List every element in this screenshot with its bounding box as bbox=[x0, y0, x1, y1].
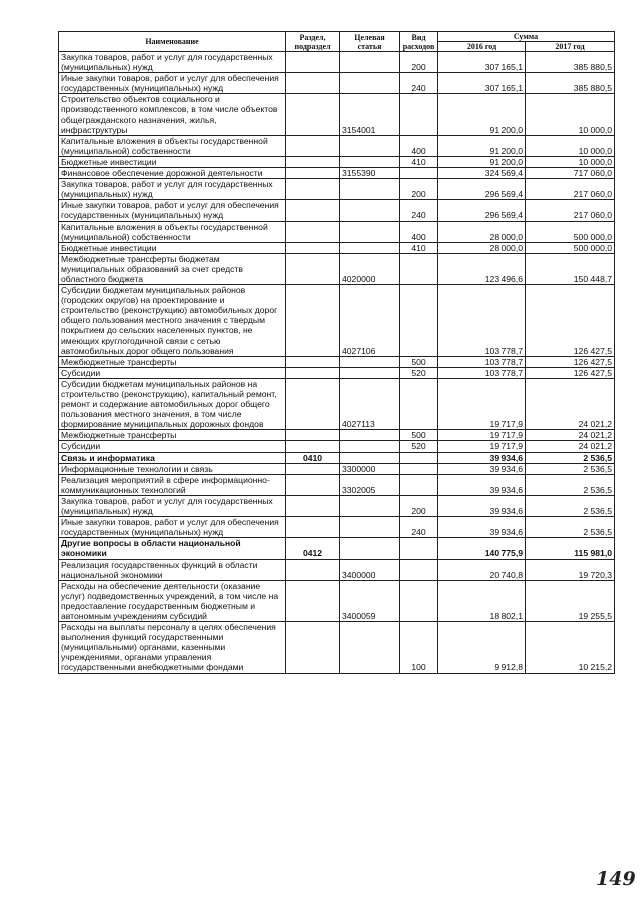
row-name: Строительство объектов социального и производственного комплексов, в том числе объектов общегражданского назначения, жилья, инфраструктуры bbox=[59, 94, 286, 135]
row-target bbox=[340, 430, 400, 441]
row-name: Капитальные вложения в объекты государственной (муниципальной) собственности bbox=[59, 135, 286, 156]
row-value-2017: 24 021,2 bbox=[526, 430, 615, 441]
table-row bbox=[59, 580, 615, 621]
row-section bbox=[286, 285, 340, 357]
row-name: Межбюджетные трансферты бюджетам муниципальных образований за счет средств областного бюджета bbox=[59, 253, 286, 284]
row-section: 0412 bbox=[286, 538, 340, 559]
row-value-2016: 39 934,6 bbox=[438, 517, 526, 538]
row-type: 240 bbox=[400, 200, 438, 221]
row-value-2016: 19 717,9 bbox=[438, 430, 526, 441]
table-row bbox=[59, 52, 615, 73]
header-name: Наименование bbox=[59, 32, 286, 52]
row-type: 200 bbox=[400, 52, 438, 73]
row-section bbox=[286, 367, 340, 378]
row-name: Субсидии bbox=[59, 441, 286, 452]
row-type: 500 bbox=[400, 430, 438, 441]
row-target: 4027106 bbox=[340, 285, 400, 357]
row-section bbox=[286, 559, 340, 580]
header-target: Целевая статья bbox=[340, 32, 400, 52]
row-target bbox=[340, 356, 400, 367]
row-section: 0410 bbox=[286, 452, 340, 463]
table-row bbox=[59, 367, 615, 378]
row-target bbox=[340, 179, 400, 200]
row-section bbox=[286, 463, 340, 474]
table-row bbox=[59, 135, 615, 156]
row-section bbox=[286, 441, 340, 452]
row-section bbox=[286, 221, 340, 242]
row-value-2017: 2 536,5 bbox=[526, 474, 615, 495]
table-row bbox=[59, 156, 615, 167]
table-row bbox=[59, 495, 615, 516]
table-row bbox=[59, 378, 615, 429]
row-section bbox=[286, 378, 340, 429]
table-row bbox=[59, 73, 615, 94]
row-value-2017: 19 720,3 bbox=[526, 559, 615, 580]
row-type bbox=[400, 474, 438, 495]
row-value-2017: 2 536,5 bbox=[526, 452, 615, 463]
table-row bbox=[59, 441, 615, 452]
row-target: 3400059 bbox=[340, 580, 400, 621]
row-target bbox=[340, 242, 400, 253]
row-value-2016: 307 165,1 bbox=[438, 52, 526, 73]
row-name: Бюджетные инвестиции bbox=[59, 156, 286, 167]
row-target bbox=[340, 441, 400, 452]
row-value-2016: 39 934,6 bbox=[438, 495, 526, 516]
row-value-2017: 10 000,0 bbox=[526, 135, 615, 156]
row-type: 400 bbox=[400, 221, 438, 242]
row-target: 4020000 bbox=[340, 253, 400, 284]
header-2016: 2016 год bbox=[438, 42, 526, 52]
row-type bbox=[400, 559, 438, 580]
row-value-2016: 307 165,1 bbox=[438, 73, 526, 94]
row-name: Субсидии bbox=[59, 367, 286, 378]
row-name: Информационные технологии и связь bbox=[59, 463, 286, 474]
row-value-2017: 2 536,5 bbox=[526, 495, 615, 516]
table-row bbox=[59, 221, 615, 242]
row-value-2017: 385 880,5 bbox=[526, 73, 615, 94]
header-2017: 2017 год bbox=[526, 42, 615, 52]
row-name: Межбюджетные трансферты bbox=[59, 356, 286, 367]
row-section bbox=[286, 242, 340, 253]
row-name: Межбюджетные трансферты bbox=[59, 430, 286, 441]
row-value-2017: 385 880,5 bbox=[526, 52, 615, 73]
row-value-2016: 103 778,7 bbox=[438, 285, 526, 357]
row-value-2016: 140 775,9 bbox=[438, 538, 526, 559]
row-section bbox=[286, 179, 340, 200]
row-target bbox=[340, 538, 400, 559]
row-target: 3300000 bbox=[340, 463, 400, 474]
row-target: 4027113 bbox=[340, 378, 400, 429]
row-name: Бюджетные инвестиции bbox=[59, 242, 286, 253]
row-type bbox=[400, 378, 438, 429]
row-value-2017: 126 427,5 bbox=[526, 285, 615, 357]
row-value-2016: 19 717,9 bbox=[438, 378, 526, 429]
row-value-2017: 10 000,0 bbox=[526, 156, 615, 167]
row-section bbox=[286, 94, 340, 135]
row-section bbox=[286, 200, 340, 221]
row-target bbox=[340, 73, 400, 94]
row-target bbox=[340, 135, 400, 156]
row-value-2016: 296 569,4 bbox=[438, 179, 526, 200]
table-row bbox=[59, 622, 615, 673]
row-section bbox=[286, 156, 340, 167]
row-target bbox=[340, 367, 400, 378]
row-type bbox=[400, 253, 438, 284]
row-type: 410 bbox=[400, 242, 438, 253]
row-target: 3400000 bbox=[340, 559, 400, 580]
row-value-2017: 500 000,0 bbox=[526, 221, 615, 242]
row-type bbox=[400, 285, 438, 357]
row-value-2016: 91 200,0 bbox=[438, 135, 526, 156]
table-row bbox=[59, 474, 615, 495]
table-row bbox=[59, 538, 615, 559]
row-name: Закупка товаров, работ и услуг для государственных (муниципальных) нужд bbox=[59, 495, 286, 516]
row-name: Расходы на выплаты персоналу в целях обеспечения выполнения функций государственными (муниципальными) органами, казенными учреждениями, органами управления государственными внебюджетными фондами bbox=[59, 622, 286, 673]
header-type: Вид расходов bbox=[400, 32, 438, 52]
table-row bbox=[59, 517, 615, 538]
row-section bbox=[286, 580, 340, 621]
row-value-2017: 10 215,2 bbox=[526, 622, 615, 673]
row-name: Субсидии бюджетам муниципальных районов (городских округов) на проектирование и строительство (реконструкцию) автомобильных дорог общего пользования местного значения с твердым покрытием до сельских населенных пунктов, не имеющих круглогодичной связи с сетью автомобильных дорог общего пользования bbox=[59, 285, 286, 357]
row-value-2017: 24 021,2 bbox=[526, 441, 615, 452]
row-value-2017: 500 000,0 bbox=[526, 242, 615, 253]
row-name: Иные закупки товаров, работ и услуг для обеспечения государственных (муниципальных) нужд bbox=[59, 73, 286, 94]
row-name: Закупка товаров, работ и услуг для государственных (муниципальных) нужд bbox=[59, 52, 286, 73]
row-type bbox=[400, 463, 438, 474]
row-value-2016: 296 569,4 bbox=[438, 200, 526, 221]
row-section bbox=[286, 474, 340, 495]
row-value-2016: 18 802,1 bbox=[438, 580, 526, 621]
row-value-2016: 103 778,7 bbox=[438, 367, 526, 378]
row-name: Иные закупки товаров, работ и услуг для обеспечения государственных (муниципальных) нужд bbox=[59, 200, 286, 221]
table-row bbox=[59, 559, 615, 580]
row-name: Связь и информатика bbox=[59, 452, 286, 463]
row-section bbox=[286, 495, 340, 516]
table-row bbox=[59, 179, 615, 200]
row-value-2017: 217 060,0 bbox=[526, 179, 615, 200]
row-value-2016: 123 496,6 bbox=[438, 253, 526, 284]
row-section bbox=[286, 517, 340, 538]
row-type: 520 bbox=[400, 441, 438, 452]
row-type bbox=[400, 452, 438, 463]
row-name: Субсидии бюджетам муниципальных районов на строительство (реконструкцию), капитальный ремонт, ремонт и содержание автомобильных дорог общего пользования местного значения, в том числе формирование муниципальных дорожных фондов bbox=[59, 378, 286, 429]
table-row bbox=[59, 242, 615, 253]
row-target bbox=[340, 52, 400, 73]
row-section bbox=[286, 52, 340, 73]
row-value-2017: 126 427,5 bbox=[526, 367, 615, 378]
table-row bbox=[59, 94, 615, 135]
header-sum: Сумма bbox=[438, 32, 615, 42]
row-value-2016: 39 934,6 bbox=[438, 452, 526, 463]
row-type bbox=[400, 94, 438, 135]
row-value-2016: 19 717,9 bbox=[438, 441, 526, 452]
row-value-2016: 103 778,7 bbox=[438, 356, 526, 367]
row-type: 520 bbox=[400, 367, 438, 378]
row-target bbox=[340, 622, 400, 673]
table-row bbox=[59, 168, 615, 179]
table-row bbox=[59, 430, 615, 441]
row-value-2017: 24 021,2 bbox=[526, 378, 615, 429]
row-type: 200 bbox=[400, 495, 438, 516]
row-type bbox=[400, 168, 438, 179]
row-type: 240 bbox=[400, 73, 438, 94]
row-target bbox=[340, 221, 400, 242]
row-value-2016: 39 934,6 bbox=[438, 463, 526, 474]
table-body bbox=[59, 52, 615, 674]
row-value-2016: 39 934,6 bbox=[438, 474, 526, 495]
row-name: Другие вопросы в области национальной экономики bbox=[59, 538, 286, 559]
row-name: Капитальные вложения в объекты государственной (муниципальной) собственности bbox=[59, 221, 286, 242]
row-value-2016: 20 740,8 bbox=[438, 559, 526, 580]
budget-table bbox=[58, 31, 615, 674]
row-value-2016: 324 569,4 bbox=[438, 168, 526, 179]
row-type: 200 bbox=[400, 179, 438, 200]
row-target bbox=[340, 200, 400, 221]
row-value-2016: 28 000,0 bbox=[438, 242, 526, 253]
table-row bbox=[59, 452, 615, 463]
row-type bbox=[400, 580, 438, 621]
row-section bbox=[286, 135, 340, 156]
row-type: 500 bbox=[400, 356, 438, 367]
row-value-2017: 19 255,5 bbox=[526, 580, 615, 621]
table-row bbox=[59, 285, 615, 357]
row-section bbox=[286, 73, 340, 94]
row-value-2017: 2 536,5 bbox=[526, 517, 615, 538]
row-value-2016: 9 912,8 bbox=[438, 622, 526, 673]
row-value-2016: 91 200,0 bbox=[438, 94, 526, 135]
row-type: 400 bbox=[400, 135, 438, 156]
row-value-2016: 28 000,0 bbox=[438, 221, 526, 242]
row-section bbox=[286, 253, 340, 284]
row-name: Расходы на обеспечение деятельности (оказание услуг) подведомственных учреждений, в том числе на предоставление государственным бюджетным и автономным учреждениям субсидий bbox=[59, 580, 286, 621]
header-row bbox=[59, 32, 615, 42]
row-value-2017: 126 427,5 bbox=[526, 356, 615, 367]
table-row bbox=[59, 253, 615, 284]
row-value-2016: 91 200,0 bbox=[438, 156, 526, 167]
table-row bbox=[59, 200, 615, 221]
table-row bbox=[59, 356, 615, 367]
row-target bbox=[340, 156, 400, 167]
row-name: Закупка товаров, работ и услуг для государственных (муниципальных) нужд bbox=[59, 179, 286, 200]
row-name: Реализация государственных функций в области национальной экономики bbox=[59, 559, 286, 580]
row-value-2017: 217 060,0 bbox=[526, 200, 615, 221]
row-name: Реализация мероприятий в сфере информационно-коммуникационных технологий bbox=[59, 474, 286, 495]
row-section bbox=[286, 430, 340, 441]
row-target: 3154001 bbox=[340, 94, 400, 135]
row-section bbox=[286, 622, 340, 673]
row-target: 3302005 bbox=[340, 474, 400, 495]
row-name: Финансовое обеспечение дорожной деятельности bbox=[59, 168, 286, 179]
row-type: 100 bbox=[400, 622, 438, 673]
row-target bbox=[340, 517, 400, 538]
row-value-2017: 150 448,7 bbox=[526, 253, 615, 284]
header-section: Раздел, подраздел bbox=[286, 32, 340, 52]
row-value-2017: 2 536,5 bbox=[526, 463, 615, 474]
row-name: Иные закупки товаров, работ и услуг для обеспечения государственных (муниципальных) нужд bbox=[59, 517, 286, 538]
page-number: 149 bbox=[596, 868, 636, 890]
table-row bbox=[59, 463, 615, 474]
row-target bbox=[340, 495, 400, 516]
row-target bbox=[340, 452, 400, 463]
row-target: 3155390 bbox=[340, 168, 400, 179]
row-section bbox=[286, 356, 340, 367]
row-value-2017: 717 060,0 bbox=[526, 168, 615, 179]
row-type bbox=[400, 538, 438, 559]
row-section bbox=[286, 168, 340, 179]
row-value-2017: 115 981,0 bbox=[526, 538, 615, 559]
row-value-2017: 10 000,0 bbox=[526, 94, 615, 135]
row-type: 240 bbox=[400, 517, 438, 538]
row-type: 410 bbox=[400, 156, 438, 167]
